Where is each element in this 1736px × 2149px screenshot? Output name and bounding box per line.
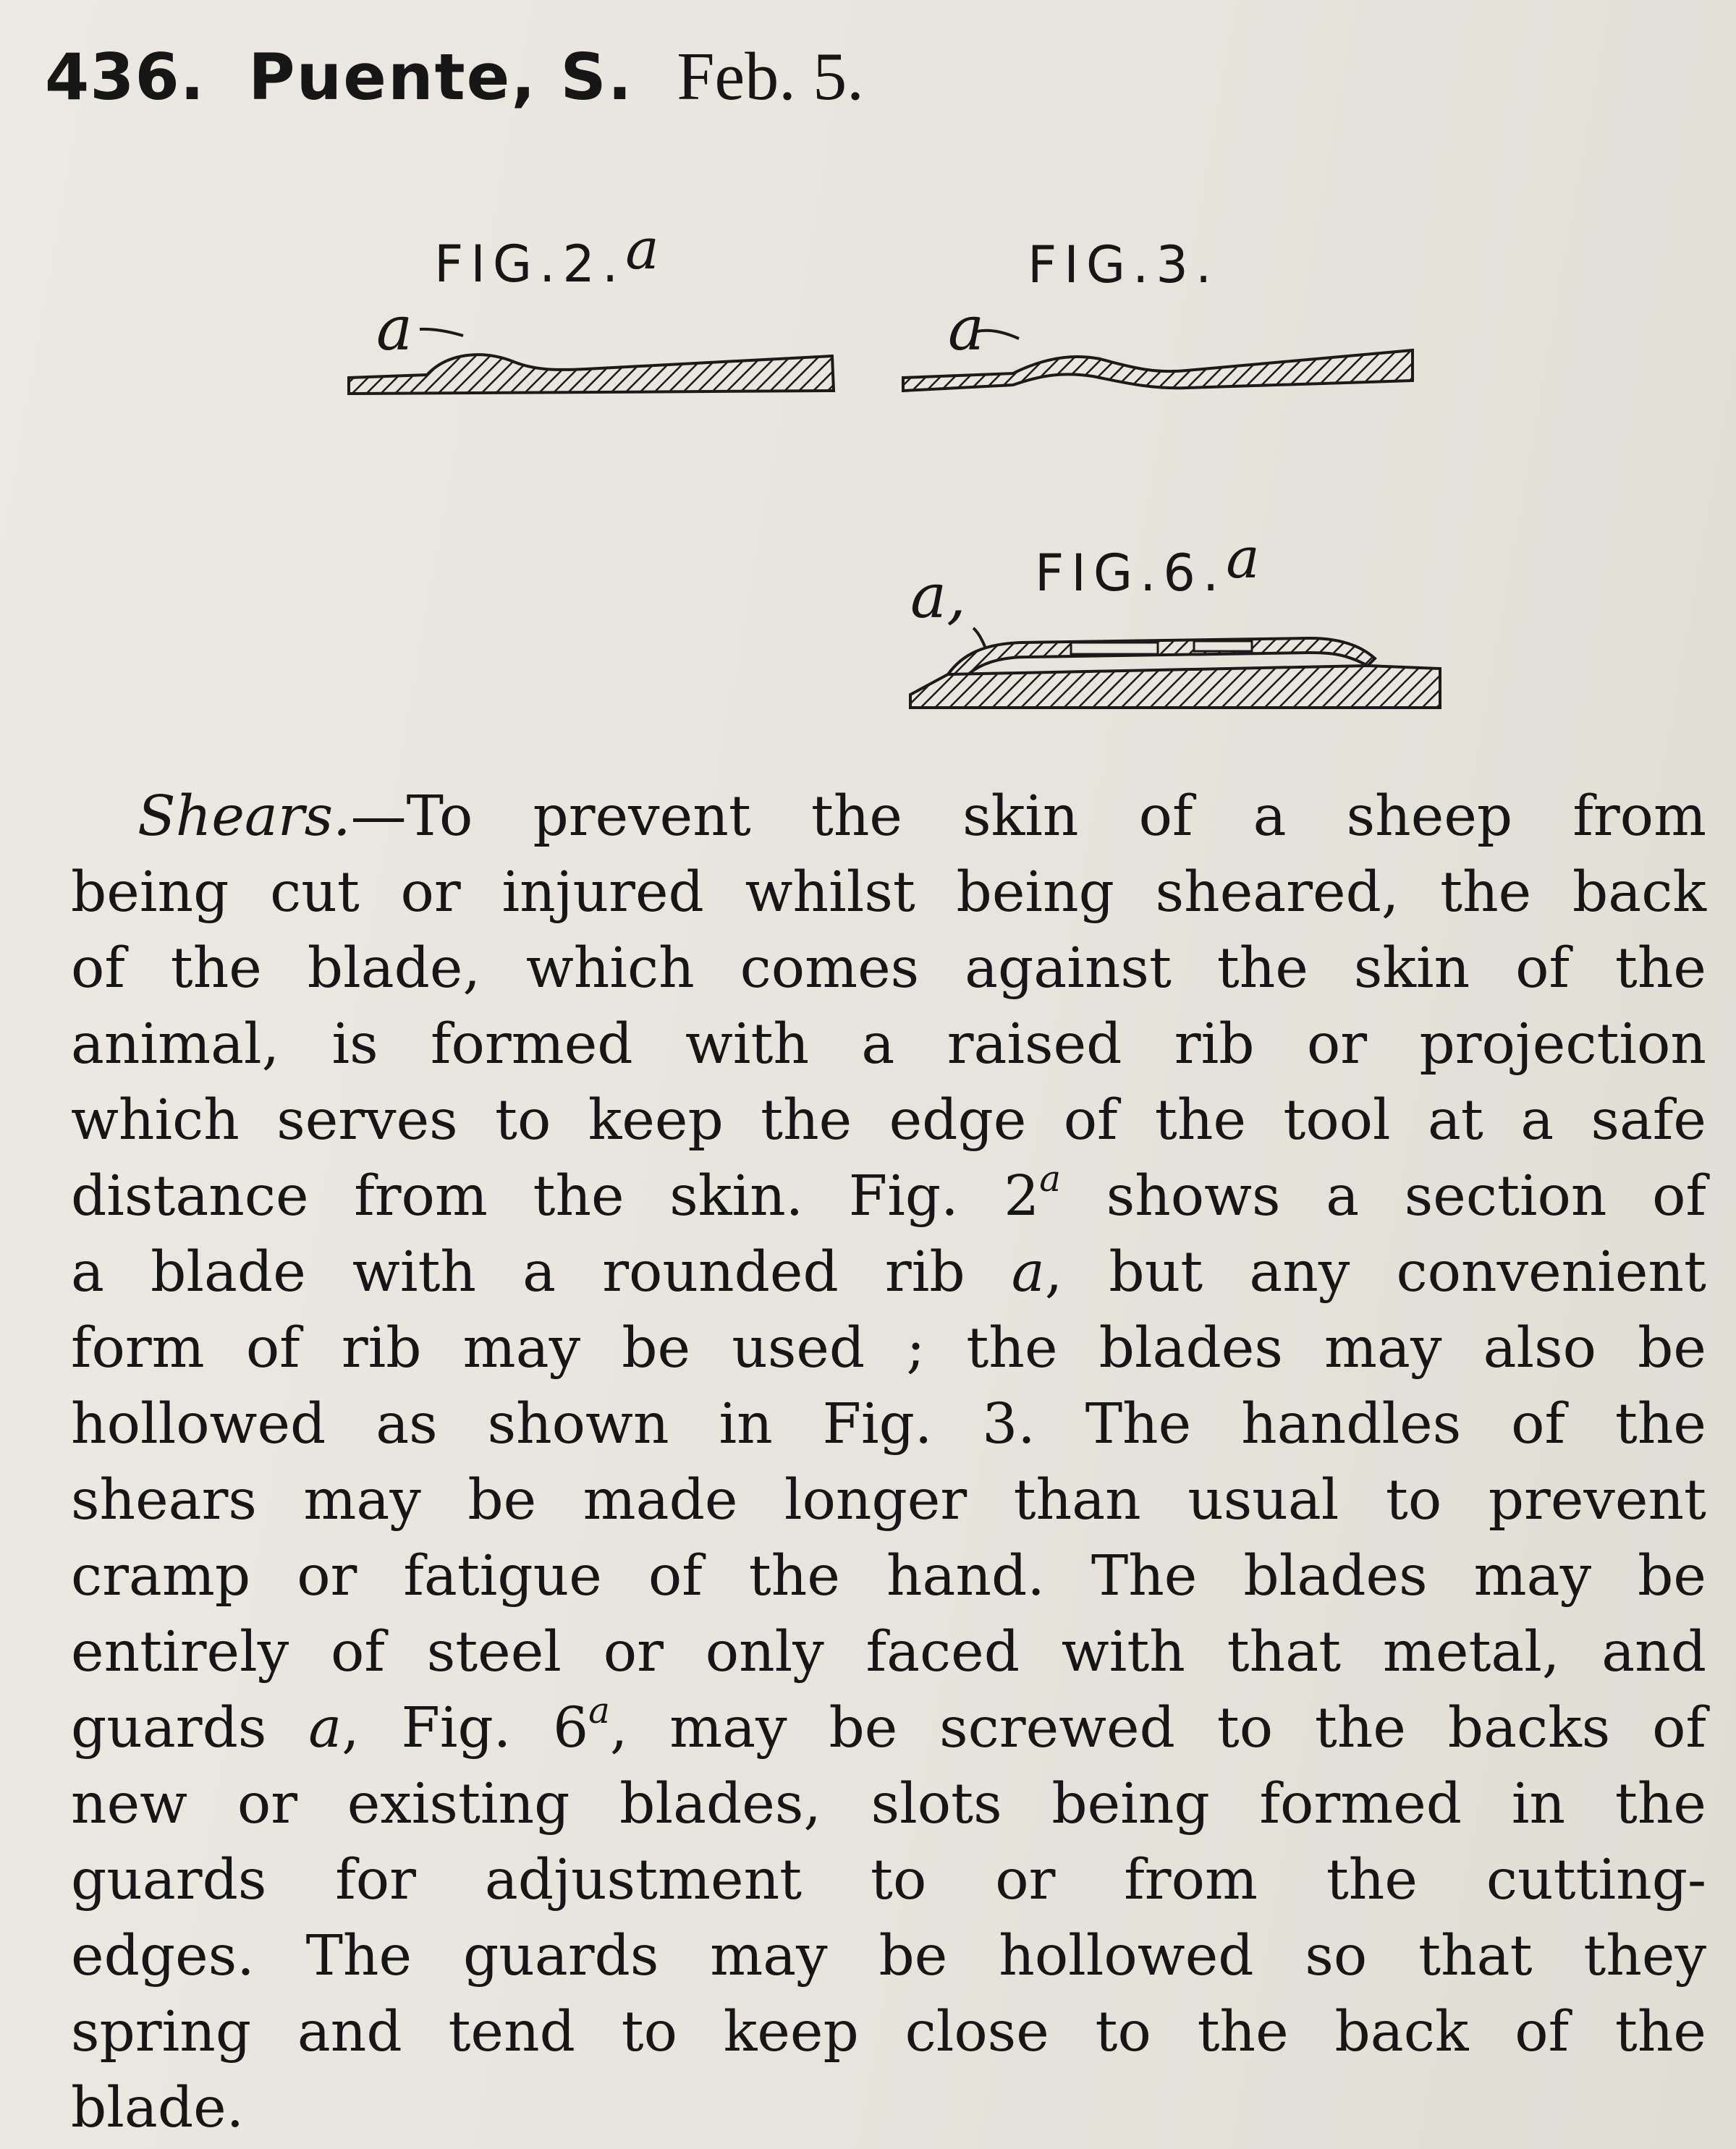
text-line: edges. The guards may be hollowed so that they (71, 1924, 1706, 1988)
text-line: entirely of steel or only faced with that metal, and (71, 1620, 1706, 1684)
text-line: guards a, Fig. 6$^a$, may be screwed to the backs of (71, 1690, 1706, 1760)
text-line: form of rib may be used ; the blades may also be (71, 1316, 1706, 1381)
entry-number: 436. (45, 40, 206, 114)
text-line: Shears.—To prevent the skin of a sheep from (137, 784, 1706, 849)
text-line: animal, is formed with a raised rib or projection (71, 1012, 1706, 1077)
text-line: spring and tend to keep close to the back of the (71, 2000, 1706, 2064)
fig-3-label: FIG.3. (1028, 235, 1219, 294)
text-line: new or existing blades, slots being formed in the (71, 1772, 1706, 1836)
fig-2a-sup: a (625, 217, 659, 282)
text-line: being cut or injured whilst being sheared, the back (71, 860, 1706, 925)
text-line: which serves to keep the edge of the tool at a safe (71, 1088, 1706, 1153)
fig-6a-guard-section-drawing (905, 622, 1447, 716)
subject-title: Shears. (137, 784, 351, 849)
fig-6a-sup: a (1226, 526, 1260, 591)
text-line: guards for adjustment to or from the cutting- (71, 1848, 1706, 1912)
text-line: distance from the skin. Fig. 2$^a$ shows a section of (71, 1158, 1706, 1229)
fig-2a-label: FIG.2.a (434, 217, 659, 294)
fig-3-blade-section-drawing (897, 318, 1426, 398)
text-line: blade. (71, 2076, 245, 2140)
text-line: a blade with a rounded rib a, but any convenient (71, 1240, 1706, 1305)
text-line: shears may be made longer than usual to prevent (71, 1468, 1706, 1533)
entry-date: Feb. 5. (677, 39, 864, 114)
entry-header (45, 38, 864, 139)
fig-2a-part-letter: a (376, 293, 413, 364)
fig-3-part-letter: a (948, 293, 985, 364)
text-line: cramp or fatigue of the hand. The blades may be (71, 1544, 1706, 1608)
inventor-name: Puente, S. (248, 40, 634, 114)
text-line: hollowed as shown in Fig. 3. The handles of the (71, 1392, 1706, 1457)
description-text (71, 779, 1706, 2146)
fig-2a-blade-section-drawing (340, 318, 854, 405)
text-line: of the blade, which comes against the skin of the (71, 936, 1706, 1001)
fig-6a-label: FIG.6.a (1035, 526, 1260, 603)
fig-6a-part-letter: a, (910, 561, 966, 632)
